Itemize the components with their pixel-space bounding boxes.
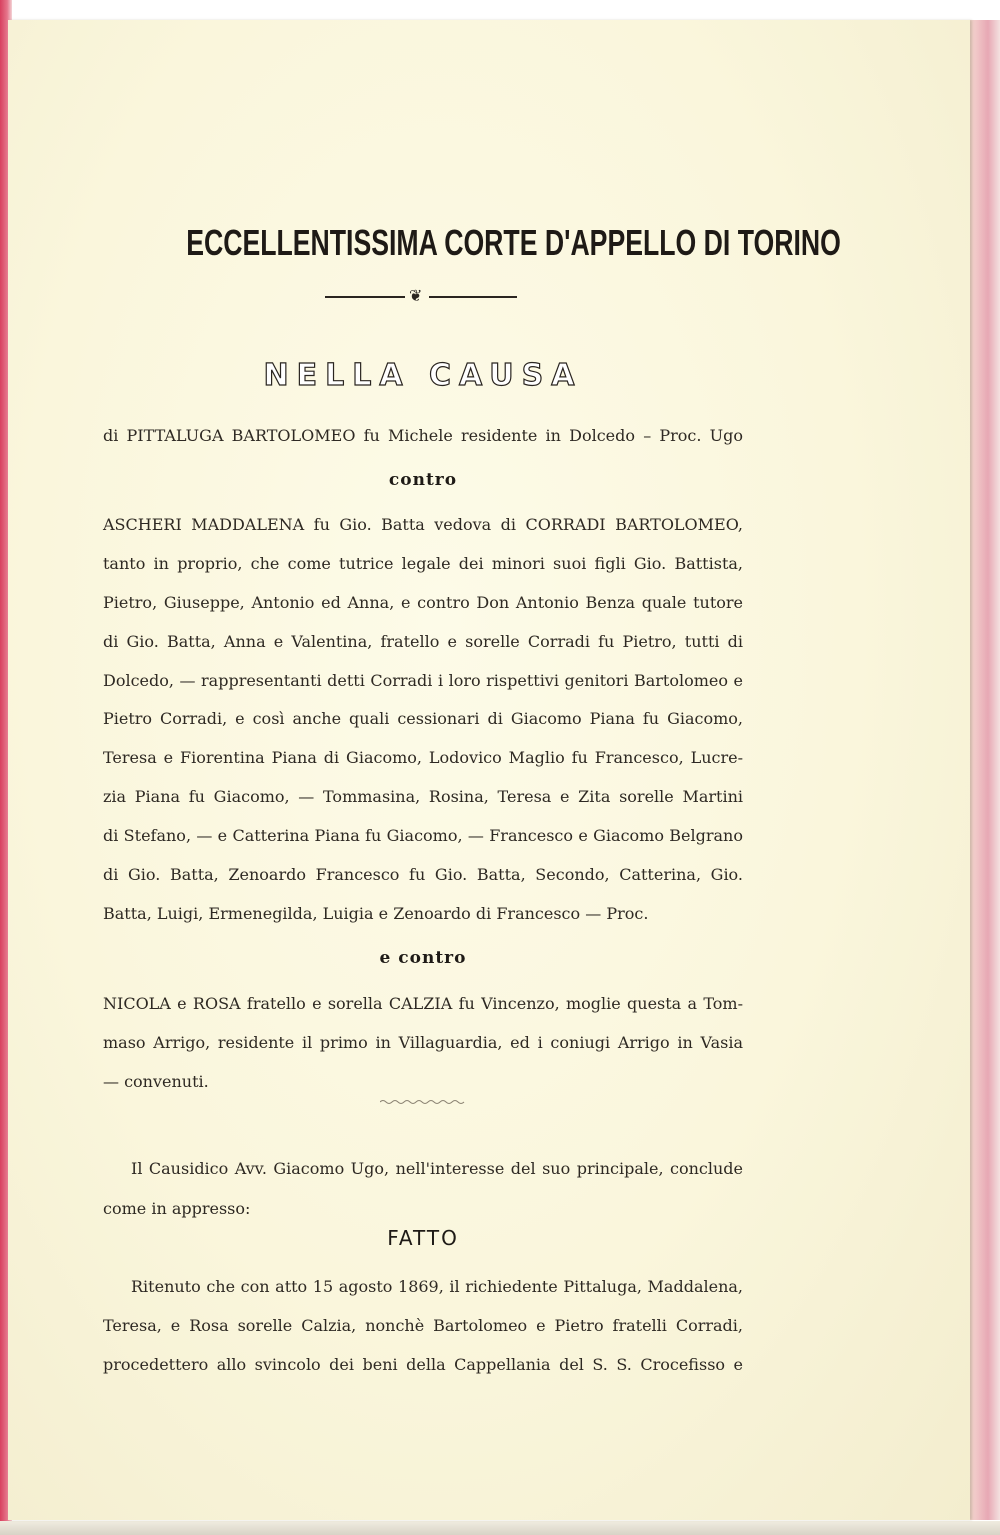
party2-line: tanto in proprio, che come tutrice legale dei minori suoi figli Gio. Battista, [103, 554, 743, 573]
ornament-line-left [325, 296, 405, 298]
party3-line: maso Arrigo, residente il primo in Villaguardia, ed i coniugi Arrigo in Vasia [103, 1033, 743, 1052]
party2-line: Dolcedo, — rappresentanti detti Corradi i loro rispettivi genitori Bartolomeo e [103, 671, 743, 690]
page-bottom-edge [0, 1521, 1000, 1535]
subtitle-nella-causa: NELLA CAUSA [263, 358, 583, 393]
party2-line: Teresa e Fiorentina Piana di Giacomo, Lodovico Maglio fu Francesco, Lucre- [103, 748, 743, 767]
party2-line: Pietro Corradi, e così anche quali cessionari di Giacomo Piana fu Giacomo, [103, 709, 743, 728]
fatto-line: Teresa, e Rosa sorelle Calzia, nonchè Bartolomeo e Pietro fratelli Corradi, [103, 1316, 743, 1335]
fatto-line: procedettero allo svincolo dei beni della Cappellania del S. S. Crocefisso e [103, 1355, 743, 1374]
ornament-line-right [429, 296, 517, 298]
ornament-flourish-icon: ❦ [409, 286, 423, 305]
party2-line: di Gio. Batta, Anna e Valentina, fratello e sorelle Corradi fu Pietro, tutti di [103, 632, 743, 651]
party2-line: Batta, Luigi, Ermenegilda, Luigia e Zenoardo di Francesco — Proc. [103, 904, 649, 923]
document-title: ECCELLENTISSIMA CORTE D'APPELLO DI TORINO [186, 222, 841, 263]
party1-line: di PITTALUGA BARTOLOMEO fu Michele residente in Dolcedo – Proc. Ugo [103, 426, 743, 445]
party2-line: ASCHERI MADDALENA fu Gio. Batta vedova di CORRADI BARTOLOMEO, [103, 515, 743, 534]
fatto-line: Ritenuto che con atto 15 agosto 1869, il richiedente Pittaluga, Maddalena, [131, 1277, 743, 1296]
fatto-heading: FATTO [387, 1226, 459, 1250]
section-divider-wavy [380, 1098, 465, 1106]
intro-line: Il Causidico Avv. Giacomo Ugo, nell'interesse del suo principale, conclude [131, 1159, 743, 1178]
party2-line: di Stefano, — e Catterina Piana fu Giacomo, — Francesco e Giacomo Belgrano [103, 826, 743, 845]
contro-heading: contro [388, 470, 458, 490]
intro-line: come in appresso: [103, 1199, 251, 1218]
party2-line: di Gio. Batta, Zenoardo Francesco fu Gio. Batta, Secondo, Catterina, Gio. [103, 865, 743, 884]
party3-line: — convenuti. [103, 1072, 209, 1091]
title-ornament [325, 286, 517, 305]
party2-line: Pietro, Giuseppe, Antonio ed Anna, e contro Don Antonio Benza quale tutore [103, 593, 743, 612]
party2-line: zia Piana fu Giacomo, — Tommasina, Rosina, Teresa e Zita sorelle Martini [103, 787, 743, 806]
e-contro-heading: e contro [379, 948, 467, 968]
party3-line: NICOLA e ROSA fratello e sorella CALZIA fu Vincenzo, moglie questa a Tom- [103, 994, 743, 1013]
